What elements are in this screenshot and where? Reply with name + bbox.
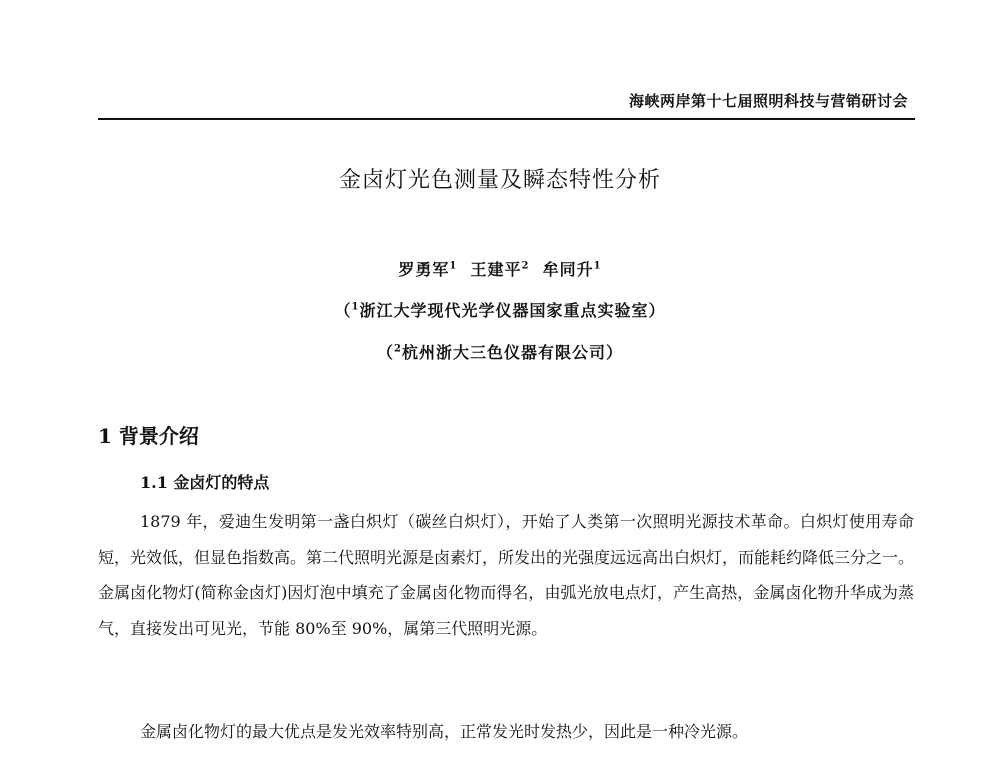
section-heading: 1 背景介绍	[98, 424, 199, 448]
affiliation-name: 杭州浙大三色仪器有限公司	[401, 343, 606, 362]
subsection-heading: 1.1 金卤灯的特点	[140, 473, 270, 492]
header-rule	[98, 118, 915, 120]
affiliation-number: 2	[394, 343, 402, 355]
author-name: 王建平	[470, 260, 522, 279]
body-paragraph: 金属卤化物灯的最大优点是发光效率特别高，正常发光时发热少，因此是一种冷光源。	[140, 722, 749, 741]
affiliation-1: （$^1$浙江大学现代光学仪器国家重点实验室）	[334, 301, 666, 320]
affiliation-name: 浙江大学现代光学仪器国家重点实验室	[359, 301, 649, 320]
conference-header: 海峡两岸第十七届照明科技与营销研讨会	[628, 92, 908, 110]
paper-title: 金卤灯光色测量及瞬态特性分析	[338, 168, 661, 193]
author-name: 罗勇军	[398, 260, 450, 279]
author-affiliation-mark: 1	[449, 260, 458, 272]
body-paragraph: 1879 年，爱迪生发明第一盏白炽灯（碳丝白炽灯），开始了人类第一次照明光源技术革命。白炽灯使用寿命短，光效低，但显色指数高。第二代照明光源是卤素灯，所发出的光强度远远高出白炽灯，而能耗约降低三分之一。金属卤化物灯(简称金卤灯)因灯泡中填充了金属卤化物而得名，由弧光放电点灯，产生高热，金属卤化物升华成为蒸气，直接发出可见光，节能 80%至 90%，属第三代照明光源。	[98, 512, 915, 638]
author-line	[0, 257, 1000, 280]
author-affiliation-mark: 2	[521, 260, 530, 272]
author-name: 牟同升	[542, 260, 594, 279]
affiliation-2: （$^2$杭州浙大三色仪器有限公司）	[376, 343, 623, 362]
author-affiliation-mark: 1	[593, 260, 602, 272]
affiliation-number: 1	[351, 301, 360, 313]
